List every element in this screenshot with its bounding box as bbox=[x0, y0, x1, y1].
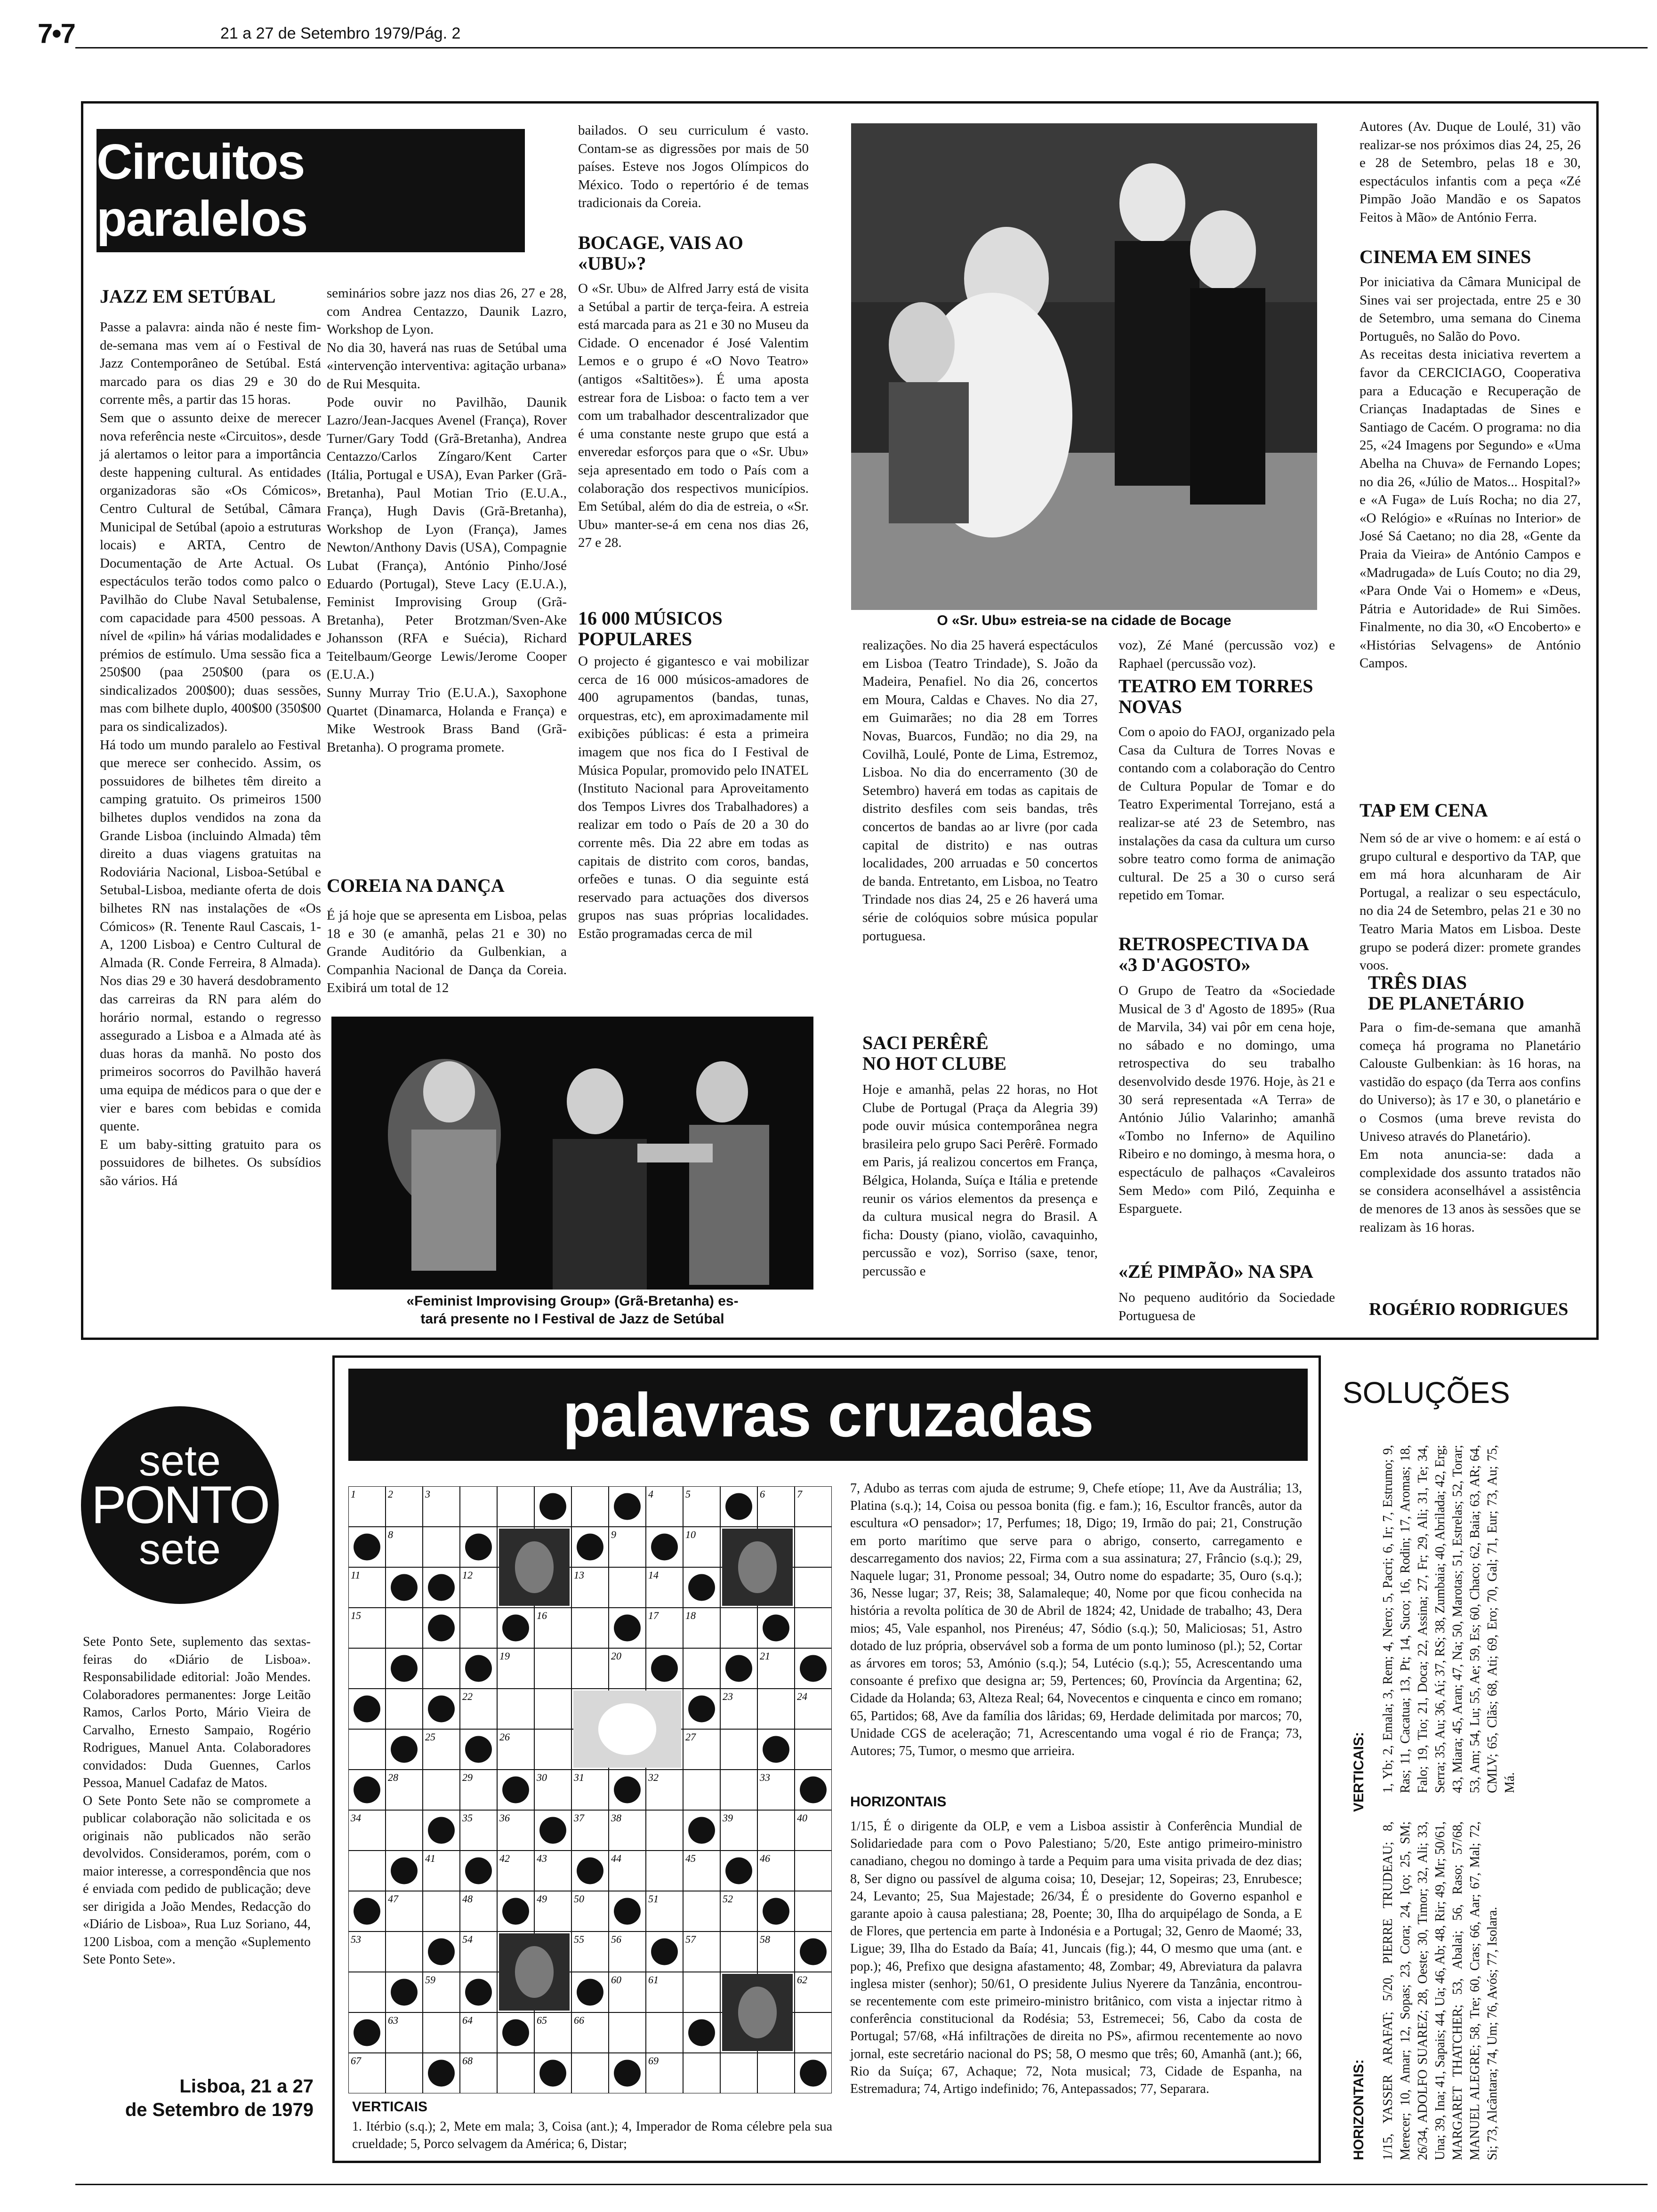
grid-number: 46 bbox=[760, 1852, 770, 1864]
grid-number: 11 bbox=[351, 1569, 361, 1581]
grid-number: 65 bbox=[537, 2014, 547, 2026]
pimpao-text: No pequeno auditório da Sociedade Portuguesa de bbox=[1118, 1290, 1335, 1323]
black-dot bbox=[725, 1655, 752, 1682]
black-dot bbox=[614, 1615, 641, 1642]
grid-number: 49 bbox=[537, 1893, 547, 1905]
grid-cell[interactable] bbox=[423, 1770, 460, 1810]
black-dot bbox=[354, 1777, 380, 1803]
grid-number: 53 bbox=[351, 1933, 361, 1945]
black-dot bbox=[800, 1939, 827, 1965]
portrait-face bbox=[515, 1541, 554, 1593]
retro-heading: RETROSPECTIVA DA «3 D'AGOSTO» bbox=[1118, 933, 1309, 975]
grid-number: 56 bbox=[611, 1933, 621, 1945]
grid-number: 31 bbox=[574, 1771, 584, 1783]
grid-number: 64 bbox=[462, 2014, 473, 2026]
grid-number: 23 bbox=[723, 1691, 733, 1702]
grid-number: 58 bbox=[760, 1933, 770, 1945]
grid-number: 48 bbox=[462, 1893, 473, 1905]
crossword-grid-svg bbox=[348, 1486, 832, 2093]
ubu-caption: O «Sr. Ubu» estreia-se na cidade de Bocage bbox=[937, 613, 1231, 628]
black-dot bbox=[428, 1615, 455, 1642]
black-dot bbox=[614, 2060, 641, 2087]
grid-number: 66 bbox=[574, 2014, 584, 2026]
grid-number: 51 bbox=[648, 1893, 659, 1905]
grid-cell[interactable] bbox=[497, 1486, 534, 1527]
black-dot bbox=[800, 2060, 827, 2087]
grid-number: 27 bbox=[685, 1731, 696, 1743]
grid-number: 36 bbox=[499, 1812, 510, 1824]
torres-text: Com o apoio do FAOJ, organizado pela Casa da Cultura de Torres Novas e contando com a colaboração do Centro de Cultura Popular de Tomar e do Teatro Experimental Torrejano, está a realizar-se até 23 de Setembro, nas instalações da casa da cultura um curso sobre teatro como forma de animação cultural. De 25 a 30 o curso será repetido em Tomar. bbox=[1118, 724, 1335, 903]
grid-number: 45 bbox=[685, 1852, 696, 1864]
grid-number: 61 bbox=[648, 1974, 659, 1986]
grid-cell[interactable] bbox=[683, 1648, 720, 1689]
credits-text: Sete Ponto Sete, suplemento das sextas-feiras do «Diário de Lisboa». Responsabilidade editorial: João Mendes. Colaboradores permanentes: Jorge Leitão Ramos, Carlos Porto, Mário Vieira de Carvalho, Ernesto Sampaio, Rogério Rodrigues, Manuel Anta. Colaboradores convidados: Duda Guennes, Carlos Pessoa, Manuel Cadafaz de Matos. O Sete Ponto Sete não se compromete a publicar colaboração não solicitada e os originais não publicados não serão devolvidos. Consideramos, porém, com o maior interesse, a correspondência que nos é enviada com pedido de publicação; deve ser dirigida a João Mendes, Redacção do «Diário de Lisboa», Rua Luz Soriano, 44, 1200 Lisboa, com a menção «Suplemento Sete Ponto Sete». bbox=[83, 1635, 311, 1967]
place-date: Lisboa, 21 a 27 de Setembro de 1979 bbox=[125, 2076, 314, 2120]
grid-cell[interactable] bbox=[534, 1729, 571, 1770]
horizontais-label: HORIZONTAIS bbox=[850, 1794, 947, 1810]
grid-number: 68 bbox=[462, 2055, 473, 2067]
grid-cell[interactable] bbox=[534, 1648, 571, 1689]
grid-number: 42 bbox=[499, 1852, 510, 1864]
grid-number: 60 bbox=[611, 1974, 621, 1986]
grid-cell[interactable] bbox=[423, 1527, 460, 1567]
grid-cell[interactable] bbox=[795, 1729, 832, 1770]
black-dot bbox=[651, 1939, 678, 1965]
black-dot bbox=[391, 1655, 418, 1682]
black-dot bbox=[391, 1574, 418, 1601]
black-dot bbox=[465, 1979, 492, 2006]
black-dot bbox=[614, 1493, 641, 1520]
grid-number: 37 bbox=[574, 1812, 584, 1824]
portrait-face bbox=[738, 1987, 777, 2038]
sete-ponto-sete-logo bbox=[81, 1406, 279, 1604]
black-dot bbox=[465, 1858, 492, 1884]
grid-number: 3 bbox=[425, 1488, 430, 1500]
grid-number: 63 bbox=[388, 2014, 398, 2026]
retro-text: O Grupo de Teatro da «Sociedade Musical de 3 d' Agosto de 1895» (Rua de Marvila, 34) vai pôr em cena hoje, no sábado e no domingo, uma retrospectiva do seu trabalho desenvolvido desde 1976. Hoje, às 21 e 30 será representada «A Terra» de António Júlio Valarinho; amanhã «Tombo no Inferno» de Aquilino Ribeiro e no domingo, à mesma hora, o espectáculo de palhaços «Cavaleiros Sem Medo» com Piló, Zequinha e Esparguete. bbox=[1118, 983, 1335, 1217]
grid-number: 33 bbox=[760, 1771, 770, 1783]
grid-cell[interactable] bbox=[497, 2053, 534, 2093]
grid-cell[interactable] bbox=[720, 1931, 757, 1972]
grid-number: 54 bbox=[462, 1933, 473, 1945]
logo-word-2: PONTO bbox=[91, 1475, 269, 1534]
black-dot bbox=[465, 1655, 492, 1682]
grid-number: 69 bbox=[648, 2055, 659, 2067]
horizontais-text: 1/15, É o dirigente da OLP, e vem a Lisboa assistir à Conferência Mundial de Solidariedade para com o Povo Palestiano; 5/20, Este antigo primeiro-ministro canadiano, chegou no domingo à tarde a Pequim para uma visita privada de dez dias; 8, Ser digno ou passível de alguma coisa; 10, Desejar; 12, Sopeiras; 23, Enrubesce; 24, Levanto; 25, Sua Majestade; 26/34, É o presidente do Governo espanhol e garante apoio à causa palestiana; 28, Poente; 30, Ilha do arquipélago de Sonda, a E de Flores, que pertencia em parte à Indonésia e a Portugal; 32, Genro de Maomé; 33, Ligue; 39, Ilha do Estado da Baía; 41, Juncais (fig.); 44, O mesmo que uma (ant. e pop.); 46, Prefixo que designa afastamento; 48, Zombar; 49, Abreviatura da palavra inglesa mister (senhor); 50/61, O presidente Julius Nyerere da Tanzânia, encontrou-se recentemente com este primeiro-ministro britânico, com vista a injectar ritmo à conferência constitucional da Rodésia; 53, Estremecei; 56, Cabo da costa de Portugal; 57/68, «Há infiltrações de direita no PS», afirmou recentemente ao novo jornal, este secretário nacional do PS; 58, O mesmo que três; 60, Amanhã (ant.); 66, Rio da Suíça; 67, Achaque; 72, Nota musical; 73, Cidade de Espanha, na Estremadura; 74, Artigo indefinido; 76, Antepassados; 77, Separara. bbox=[850, 1819, 1302, 2097]
solucoes-title: SOLUÇÕES bbox=[1343, 1376, 1510, 1410]
grid-number: 40 bbox=[797, 1812, 807, 1824]
black-dot bbox=[391, 1858, 418, 1884]
black-dot bbox=[614, 1898, 641, 1925]
black-dot bbox=[428, 1939, 455, 1965]
black-dot bbox=[428, 1574, 455, 1601]
crossword-banner bbox=[348, 1369, 1308, 1461]
masthead-logo: 7•7 bbox=[38, 18, 75, 49]
grid-cell[interactable] bbox=[720, 1770, 757, 1810]
sines-text: Por iniciativa da Câmara Municipal de Sines vai ser projectada, entre 25 e 30 de Setembro, uma semana do Cinema Português, no Salão do Povo. As receitas desta iniciativa revertem a favor da CERCICIAGO, Cooperativa para a Educação e Recuperação de Crianças Inadaptadas de Sines e Santiago de Cacém. O programa: no dia 25, «24 Imagens por Segundo» e «Uma Abelha na Chuva» de Fernando Lopes; no dia 26, «Júlio de Matos... Hospital?» e «A Fuga» de Luís Rocha; no dia 27, «O Relógio» e «Ruínas no Interior» de José Sá Caetano; no dia 28, «Gente da Praia da Vieira» de António Campos e «Madrugada» de Luís Couto; no dia 29, «Para Onde Vai o Homem» e «Deus, Pátria e Autoridade» de Rui Simões. Finalmente, no dia 30, «O Encoberto» e «Histórias Selvagens» de António Campos. bbox=[1359, 274, 1581, 671]
ubu-photo bbox=[851, 123, 1317, 610]
solucoes-box bbox=[1332, 1435, 1596, 2160]
grid-cell[interactable] bbox=[348, 1851, 386, 1891]
grid-number: 14 bbox=[648, 1569, 659, 1581]
sol-horiz-text: 1/15, YASSER ARAFAT; 5/20, PIERRE TRUDEAU; 8, Merecer; 10, Amar; 12, Sopas; 23, Cora; 24, Iço; 25, SM; 26/34, ADOLFO SUAREZ; 28, Oeste; 30, Timor; 32, Ali; 33, Una; 39, Ina; 41, Sapais; 44, Ua; 46, Ab; 48, Rir; 49, Mr; 50/61, MARGARET THATCHER; 53, Abalai; 56, Raso; 57/68, MANUEL ALEGRE; 58, Tre; 60, Cras; 66, Aar; 67, Mal; 72, Si; 73, Alcântara; 74, Um; 76, Avós; 77, Isolara. bbox=[1381, 1821, 1500, 2160]
grid-number: 7 bbox=[797, 1488, 802, 1500]
black-dot bbox=[354, 1898, 380, 1925]
grid-cell[interactable] bbox=[795, 1851, 832, 1891]
grid-number: 55 bbox=[574, 1933, 584, 1945]
grid-number: 9 bbox=[611, 1529, 616, 1540]
grid-number: 17 bbox=[648, 1610, 659, 1621]
grid-cell[interactable] bbox=[720, 1729, 757, 1770]
black-dot bbox=[577, 1858, 603, 1884]
black-dot bbox=[725, 1858, 752, 1884]
black-dot bbox=[651, 1655, 678, 1682]
black-dot bbox=[465, 1534, 492, 1561]
black-dot bbox=[688, 2020, 715, 2046]
grid-number: 67 bbox=[351, 2055, 361, 2067]
grid-number: 59 bbox=[425, 1974, 435, 1986]
saci-text-cont: voz), Zé Mané (percussão voz) e Raphael (percussão voz). bbox=[1118, 638, 1335, 671]
grid-cell[interactable] bbox=[571, 1486, 609, 1527]
black-dot bbox=[428, 1817, 455, 1844]
black-dot bbox=[502, 1615, 529, 1642]
grid-cell[interactable] bbox=[423, 1891, 460, 1931]
grid-cell[interactable] bbox=[348, 1972, 386, 2012]
black-dot bbox=[651, 1534, 678, 1561]
grid-cell[interactable] bbox=[720, 1608, 757, 1648]
black-dot bbox=[428, 2060, 455, 2087]
grid-cell[interactable] bbox=[348, 1729, 386, 1770]
pimpao-text-cont: Autores (Av. Duque de Loulé, 31) vão realizar-se nos próximos dias 24, 25, 26 e 28 de Setembro, pelas 18 e 30, espectáculos infantis com a peça «Zé Pimpão João Mandão e os Sapatos Feitos à Mão» de António Ferra. bbox=[1359, 119, 1581, 225]
grid-cell[interactable] bbox=[460, 1486, 497, 1527]
saci-heading: SACI PERÊRÊ NO HOT CLUBE bbox=[862, 1032, 1006, 1074]
grid-number: 10 bbox=[685, 1529, 696, 1540]
grid-cell[interactable] bbox=[571, 2053, 609, 2093]
portrait-face bbox=[738, 1541, 777, 1593]
grid-number: 24 bbox=[797, 1691, 807, 1702]
logo-word-1: sete bbox=[139, 1437, 221, 1485]
grid-cell[interactable] bbox=[571, 1608, 609, 1648]
grid-cell[interactable] bbox=[386, 1931, 423, 1972]
grid-number: 28 bbox=[388, 1771, 398, 1783]
black-dot bbox=[577, 1979, 603, 2006]
grid-number: 8 bbox=[388, 1529, 393, 1540]
grid-number: 18 bbox=[685, 1610, 696, 1621]
grid-number: 12 bbox=[462, 1569, 473, 1581]
grid-number: 2 bbox=[388, 1488, 393, 1500]
verticais-label: VERTICAIS bbox=[352, 2099, 428, 2115]
torres-heading: TEATRO EM TORRES NOVAS bbox=[1118, 675, 1313, 717]
grid-cell[interactable] bbox=[646, 1851, 683, 1891]
grid-cell[interactable] bbox=[646, 2012, 683, 2053]
bocage-heading: BOCAGE, VAIS AO «UBU»? bbox=[578, 232, 743, 274]
grid-number: 26 bbox=[499, 1731, 510, 1743]
grid-number: 57 bbox=[685, 1933, 696, 1945]
top-rule bbox=[75, 47, 1648, 48]
planetario-text: Para o fim-de-semana que amanhã começa há programa no Planetário Calouste Gulbenkian: às 16 horas, na vastidão do espaço (da Terra aos confins do Universo); às 17 e 30, o planetário e o Cosmos (uma breve revista do Univeso através do Planetário). Em nota anuncia-se: dada a complexidade dos assunto tratados não se considera aconselhável a assistência de menores de 13 anos às sessões que se realizam às 16 horas. bbox=[1359, 1020, 1581, 1235]
musicos-heading: 16 000 MÚSICOS POPULARES bbox=[578, 608, 723, 649]
verticais-cont: 7, Adubo as terras com ajuda de estrume; 9, Chefe etíope; 11, Ave da Austrália; 13, Platina (s.q.); 14, Coisa ou pessoa bonita (fig. e fam.); 16, Escultor francês, autor da escultura «O pensador»; 17, Perfumes; 18, Digo; 19, Irmão do pai; 21, Construção em porto marítimo que serve para o abrigo, conserto, carregamento e descarregamento dos navios; 22, Firma com a sua assinatura; 27, Frâncio (s.q.); 29, Naquele lugar; 31, Pronome pessoal; 34, Outro nome do espadarte; 35, Ouro (s.q.); 36, Nesse lugar; 37, Reis; 38, Salamaleque; 40, Nome por que ficou conhecida na história a revolta política de 30 de Abril de 1824; 42, Unidade de trabalho; 43, Dera mios; 45, Vale espanhol, nos Pirenéus; 47, Sódio (s.q.); 50, Maliciosas; 51, Astro dotado de luz própria, observável sob a forma de um ponto luminoso (pl.); 52, Cortar as árvores em toros; 53, Amónio (s.q.); 54, Lutécio (s.q.); 55, Acrescentando uma consoante é prefixo que designa ar; 59, Pertences; 60, Província da Argentina; 62, Cidade da Holanda; 63, Alteza Real; 64, Novecentos e cinquenta e cinco em romano; 65, Partidos; 68, Ave da família dos lâridas; 69, Herdade delimitada por marcos; 70, Unidade CGS de aceleração; 71, Acrescentando uma vogal é rio de França; 73, Autores; 75, Tumor, o mesmo que arrieira. bbox=[850, 1481, 1302, 1759]
grid-number: 6 bbox=[760, 1488, 765, 1500]
grid-number: 44 bbox=[611, 1852, 621, 1864]
grid-cell[interactable] bbox=[683, 1891, 720, 1931]
grid-cell[interactable] bbox=[386, 2053, 423, 2093]
crossword-grid bbox=[348, 1486, 832, 2093]
grid-cell[interactable] bbox=[646, 1810, 683, 1851]
musicos-text: O projecto é gigantesco e vai mobilizar cerca de 16 000 músicos-amadores de 400 agrupamentos (bandas, tunas, orquestras, etc), em aproximadamente mil exibições públicas: é esta a primeira imagem que nos fica do I Festival de Música Popular, promovido pelo INATEL (Instituto Nacional para Aproveitamento dos Tempos Livres dos Trabalhadores) a realizar em todo o País de 20 a 30 do corrente mês. Dia 22 abre em todas as capitais de distrito com coros, bandas, orfeões e tunas. O dia seguinte está reservado para actuações dos diversos grupos nas suas próprias localidades. Estão programadas cerca de mil bbox=[578, 654, 809, 941]
grid-number: 21 bbox=[760, 1650, 770, 1662]
grid-cell[interactable] bbox=[795, 1608, 832, 1648]
black-dot bbox=[614, 1777, 641, 1803]
grid-cell[interactable] bbox=[534, 1689, 571, 1729]
grid-cell[interactable] bbox=[795, 1527, 832, 1567]
grid-number: 20 bbox=[611, 1650, 621, 1662]
tap-text: Nem só de ar vive o homem: e aí está o grupo cultural e desportivo da TAP, que em má hora alcunharam de Air Portugal, a realizar o seu espectáculo, no dia 24 de Setembro, pelas 21 e 30 no Teatro Maria Matos em Lisboa. Deste grupo se poderá dizer: promete grandes voos. bbox=[1359, 831, 1581, 973]
black-dot bbox=[688, 1574, 715, 1601]
verticais-start: 1. Itérbio (s.q.); 2, Mete em mala; 3, Coisa (ant.); 4, Imperador de Roma célebre pela sua crueldade; 5, Porco selvagem da América; 6, Distar; bbox=[352, 2119, 832, 2152]
grid-cell[interactable] bbox=[423, 1648, 460, 1689]
black-dot bbox=[391, 1736, 418, 1763]
grid-number: 4 bbox=[648, 1488, 653, 1500]
bottom-rule bbox=[75, 2184, 1648, 2185]
grid-cell[interactable] bbox=[423, 2012, 460, 2053]
black-dot bbox=[763, 1898, 789, 1925]
planetario-heading: TRÊS DIAS DE PLANETÁRIO bbox=[1368, 972, 1525, 1014]
sines-heading: CINEMA EM SINES bbox=[1359, 246, 1531, 267]
grid-number: 19 bbox=[499, 1650, 510, 1662]
grid-number: 62 bbox=[797, 1974, 807, 1986]
grid-number: 47 bbox=[388, 1893, 398, 1905]
dateline: 21 a 27 de Setembro 1979/Pág. 2 bbox=[220, 24, 461, 42]
grid-number: 22 bbox=[462, 1691, 473, 1702]
grid-number: 43 bbox=[537, 1852, 547, 1864]
black-dot bbox=[688, 1696, 715, 1723]
grid-number: 25 bbox=[425, 1731, 435, 1743]
grid-cell[interactable] bbox=[460, 1608, 497, 1648]
fig-caption: «Feminist Improvising Group» (Grã-Bretanha) es- tará presente no I Festival de Jazz de Setúbal bbox=[406, 1293, 739, 1327]
black-dot bbox=[391, 1979, 418, 2006]
saci-text: Hoje e amanhã, pelas 22 horas, no Hot Clube de Portugal (Praça da Alegria 39) pode ouvir música contemporânea negra brasileira pelo grupo Saci Perêrê. Formado em Paris, já realizou concertos em França, Bélgica, Holanda, Suíça e Itália e pretende reunir os vários elementos da presença e da cultura musical negra do Brasil. A ficha: Dousty (piano, violão, cavaquinho, percussão e voz), Sorriso (saxe, tenor, percussão e bbox=[862, 1082, 1098, 1279]
grid-cell[interactable] bbox=[757, 1689, 795, 1729]
black-dot bbox=[539, 1817, 566, 1844]
black-dot bbox=[688, 1817, 715, 1844]
jazz-text-col2: seminários sobre jazz nos dias 26, 27 e 28, com Andrea Centazzo, Daunik Lazro, Workshop de Lyon. No dia 30, haverá nas ruas de Setúbal uma «intervenção interventiva: agitação urbana» de Rui Mesquita. Pode ouvir no Pavilhão, Daunik Lazro/Jean-Jacques Avenel (França), Rover Turner/Gary Todd (Grã-Bretanha), Andrea Centazzo/Carlos Zíngaro/Kent Carter (Itália, Portugal e USA), Evan Parker (Grã-Bretanha), Paul Motian Trio (E.U.A., França), Hugh Davis (Grã-Bretanha), Workshop de Lyon (França), James Newton/Anthony Davis (USA), Compagnie Lubat (França), António Pinho/José Eduardo (Portugal), Steve Lacy (E.U.A.), Feminist Improvising Group (Grã-Bretanha), Peter Brotzman/Sven-Ake Johansson (RFA e Suécia), Richard Teitelbaum/George Lewis/Jerome Cooper (E.U.A.) Sunny Murray Trio (E.U.A.), Saxophone Quartet (Dinamarca, Holanda e França) e Mike Westrook Brass Band (Grã-Bretanha). O programa promete. bbox=[327, 286, 567, 755]
grid-number: 13 bbox=[574, 1569, 584, 1581]
grid-cell[interactable] bbox=[609, 1567, 646, 1608]
black-dot bbox=[428, 1696, 455, 1723]
grid-number: 15 bbox=[351, 1610, 361, 1621]
sol-vert-label: VERTICAIS: bbox=[1351, 1731, 1367, 1812]
grid-number: 5 bbox=[685, 1488, 691, 1500]
grid-cell[interactable] bbox=[348, 1648, 386, 1689]
grid-cell[interactable] bbox=[795, 1891, 832, 1931]
author-signature: ROGÉRIO RODRIGUES bbox=[1369, 1299, 1569, 1319]
jazz-heading: JAZZ EM SETÚBAL bbox=[100, 286, 276, 307]
portrait-face bbox=[515, 1946, 554, 1998]
grid-number: 34 bbox=[351, 1812, 361, 1824]
crossword-title: palavras cruzadas bbox=[563, 1380, 1094, 1450]
grid-cell[interactable] bbox=[683, 1770, 720, 1810]
grid-cell[interactable] bbox=[683, 1972, 720, 2012]
portrait-face bbox=[598, 1703, 656, 1755]
sol-horiz-label: HORIZONTAIS: bbox=[1351, 2059, 1367, 2160]
grid-cell[interactable] bbox=[795, 1567, 832, 1608]
black-dot bbox=[763, 1736, 789, 1763]
grid-number: 30 bbox=[537, 1771, 547, 1783]
grid-cell[interactable] bbox=[386, 1689, 423, 1729]
musicos-text-cont: realizações. No dia 25 haverá espectáculos em Lisboa (Teatro Trindade), S. João da Madeira, Penafiel. No dia 26, concertos em Moura, Caldas e Chaves. No dia 27, em Guimarães; no dia 28 em Torres Novas, Buarcos, Fundão; no dia 29, na Covilhã, Loulé, Ponte de Lima, Estremoz, Lisboa. No dia do encerramento (30 de Setembro) haverá em todas as capitais de distrito desfiles com seis bandas, três concertos de bandas ao ar livre (por cada capital de distrito) e nas outras localidades, 200 arruadas e 50 concertos de banda. Entretanto, em Lisboa, no Teatro Trindade nos dias 24, 25 e 26 haverá uma série de colóquios sobre música popular portuguesa. bbox=[862, 638, 1098, 944]
coreia-heading: COREIA NA DANÇA bbox=[327, 875, 505, 896]
grid-number: 52 bbox=[723, 1893, 733, 1905]
black-dot bbox=[354, 1696, 380, 1723]
grid-number: 29 bbox=[462, 1771, 473, 1783]
grid-cell[interactable] bbox=[497, 1689, 534, 1729]
grid-cell[interactable] bbox=[757, 1810, 795, 1851]
black-dot bbox=[502, 1777, 529, 1803]
grid-cell[interactable] bbox=[609, 2012, 646, 2053]
grid-number: 32 bbox=[648, 1771, 659, 1783]
grid-number: 50 bbox=[574, 1893, 584, 1905]
grid-cell[interactable] bbox=[683, 2053, 720, 2093]
grid-cell[interactable] bbox=[757, 2053, 795, 2093]
grid-number: 16 bbox=[537, 1610, 547, 1621]
black-dot bbox=[539, 1493, 566, 1520]
sol-vert-text: 1, Yb; 2, Emala; 3, Rem; 4, Nero; 5, Pacri; 6, Ir; 7, Estrumo; 9, Ras; 11, Cacatua; 13, Pt; 14, Suco; 16, Rodin; 17, Aromas; 18, Falo; 19, Tio; 21, Doca; 22, Assina; 27, Fr; 29, Ali; 31, Te; 34, Serra; 35, Au; 36, Aí; 37, RS; 38, Zumbaia; 40, Abrilada; 42, Erg; 43, Miara; 45, Aran; 47, Na; 50, Marotas; 51, Estrelas; 52, Torar; 53, Am; 54, Lu; 55, Ae; 59, Es; 60, Chaco; 62, Baia; 63, AR; 64, CMLV; 65, Clãs; 68, Ati; 69, Ero; 70, Gal; 71, Eur; 73, Au; 75, Má. bbox=[1381, 1445, 1517, 1793]
black-dot bbox=[763, 1615, 789, 1642]
tap-heading: TAP EM CENA bbox=[1359, 800, 1488, 821]
black-dot bbox=[354, 1534, 380, 1561]
grid-number: 1 bbox=[351, 1488, 356, 1500]
black-dot bbox=[800, 1655, 827, 1682]
grid-cell[interactable] bbox=[571, 1648, 609, 1689]
jazz-text-col1: Passe a palavra: ainda não é neste fim-de-semana mas vem aí o Festival de Jazz Contemporâneo de Setúbal. Está marcado para os dias 29 e 30 do corrente mês, a partir das 15 horas. Sem que o assunto deixe de merecer nova referência neste «Circuitos», desde já alertamos o leitor para a importância deste happening cultural. As entidades organizadoras são «Os Cómicos», Centro Cultural de Setúbal, Câmara Municipal de Setúbal (apoio a estruturas locais) e ARTA, Centro de Documentação de Arte Actual. Os espectáculos terão todos como palco o Pavilhão do Clube Naval Setubalense, com capacidade para 4500 pessoas. A nível de «pilin» há várias modalidades e prémios de estímulo. Uma sessão fica a 250$00 (paa 250$00 (para os sindicalizados 200$00); duas sessões, mas com bilhete duplo, 400$00 (350$00 para os sindicalizados). Há todo um mundo paralelo ao Festival que merece ser conhecido. Assim, os possuidores de bilhetes têm direito a camping gratuito. Os primeiros 1500 bilhetes duplos vendidos na zona da Grande Lisboa (incluindo Almada) têm direito a duas viagens gratuitas na Rodoviária Nacional, Lisboa-Setúbal e Setubal-Lisboa, mediante oferta de dois bilhetes RN nas instalações de «Os Cómicos» (R. Tenente Raul Cascais, 1-A, 1200 Lisboa) e Centro Cultural de Almada (R. Conde Ferreira, 8 Almada). Nos dias 29 e 30 haverá desdobramento das carreiras da RN para além do horário normal, estando o regresso assegurado a Lisboa e a Almada até às duas horas da manhã. No posto dos primeiros socorros do Pavilhão haverá uma equipa de médicos para o que der e vier e bares com bebidas e comida quente. E um baby-sitting gratuito para os possuidores de bilhetes. Os subsídios são vários. Há bbox=[100, 320, 321, 1188]
grid-cell[interactable] bbox=[720, 2053, 757, 2093]
grid-cell[interactable] bbox=[386, 1608, 423, 1648]
grid-cell[interactable] bbox=[795, 2012, 832, 2053]
black-dot bbox=[354, 2020, 380, 2046]
page-title: Circuitos paralelos bbox=[97, 134, 307, 247]
black-dot bbox=[465, 1736, 492, 1763]
black-dot bbox=[502, 2020, 529, 2046]
grid-number: 38 bbox=[611, 1812, 621, 1824]
fig-photo bbox=[331, 1017, 813, 1290]
black-dot bbox=[539, 2060, 566, 2087]
black-dot bbox=[577, 1534, 603, 1561]
black-dot bbox=[800, 1777, 827, 1803]
title-banner bbox=[97, 129, 525, 252]
coreia-text-cont: bailados. O seu curriculum é vasto. Contam-se as digressões por mais de 50 países. Esteve nos Jogos Olímpicos do México. Todo o repertório é de temas tradicionais da Coreia. bbox=[578, 123, 809, 211]
grid-cell[interactable] bbox=[386, 1810, 423, 1851]
pimpao-heading: «ZÉ PIMPÃO» NA SPA bbox=[1118, 1261, 1313, 1282]
grid-number: 39 bbox=[723, 1812, 733, 1824]
black-dot bbox=[725, 1493, 752, 1520]
coreia-text: É já hoje que se apresenta em Lisboa, pelas 18 e 30 (e amanhã, pelas 21 e 30) no Grande Auditório da Gulbenkian, a Companhia Nacional de Dança da Coreia. Exibirá um total de 12 bbox=[327, 908, 567, 996]
bocage-text: O «Sr. Ubu» de Alfred Jarry está de visita a Setúbal a partir de terça-feira. A estreia está marcada para as 21 e 30 no Museu da Cidade. O encenador é José Valentim Lemos e o grupo é «O Novo Teatro» (antigos «Saltitões»). É uma aposta estrear fora de Lisboa: o facto tem a ver com um trabalhador descentralizador que é uma constante neste grupo que está a enveredar esforços para que o «Sr. Ubu» seja apresentado em todo o País com a colaboração dos respectivos municípios. Em Setúbal, além do dia de estreia, o «Sr. Ubu» manter-se-á em cena nos dias 26, 27 e 28. bbox=[578, 281, 809, 551]
logo-word-3: sete bbox=[139, 1525, 221, 1573]
grid-number: 41 bbox=[425, 1852, 435, 1864]
grid-number: 35 bbox=[462, 1812, 473, 1824]
black-dot bbox=[502, 1898, 529, 1925]
